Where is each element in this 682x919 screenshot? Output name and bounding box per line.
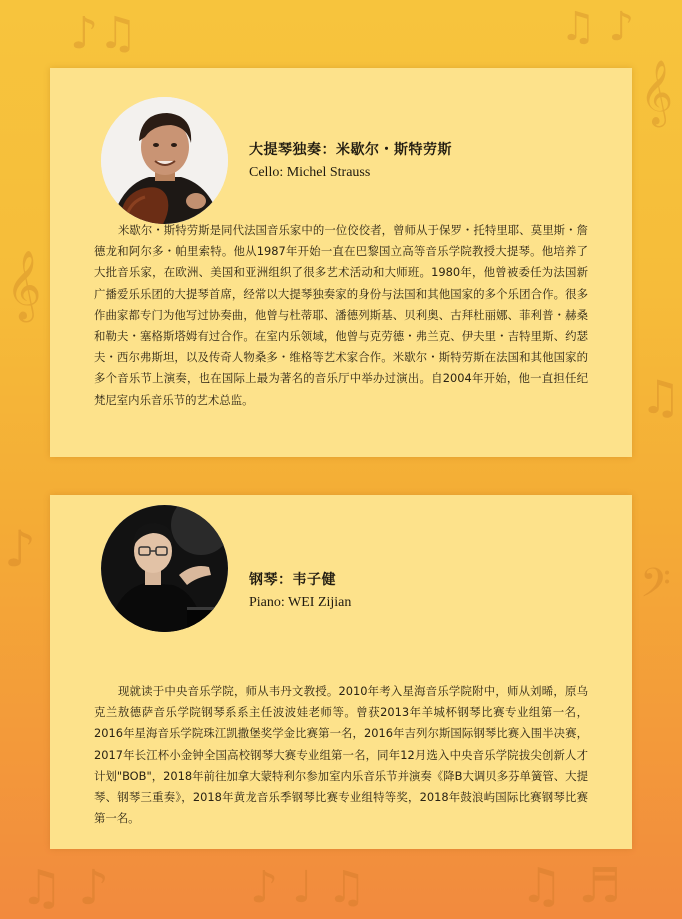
avatar [101, 505, 228, 632]
cellist-portrait-image [101, 97, 228, 224]
bass-clef-decoration: 𝄢 [640, 560, 671, 616]
pianist-portrait-image [101, 505, 228, 632]
music-note-decoration: ♫ ♬ [520, 858, 622, 914]
performer-card-cello [50, 68, 632, 457]
music-note-decoration: ♫ ♪ [560, 4, 635, 50]
performer-name-en: Cello: Michel Strauss [249, 165, 371, 180]
music-note-decoration: ♪♫ [70, 8, 138, 59]
music-note-decoration: ♪ [4, 520, 36, 578]
performer-name-block [249, 569, 351, 611]
performer-name-zh: 大提琴独奏：米歇尔・斯特劳斯 [249, 142, 452, 158]
performer-bio: 现就读于中央音乐学院，师从韦丹文教授。2010年考入星海音乐学院附中，师从刘晞，原乌克兰敖德萨音乐学院钢琴系系主任波波娃老师等。曾获2013年羊城杯钢琴比赛专业组第一名，2016年星海音乐学院珠江凯撒堡奖学金比赛第一名，2016年吉列尔斯国际钢琴比赛入围半决赛，2017年长江杯小金钟全国高校钢琴大赛专业组第一名，同年12月选入中央音乐学院拔尖创新人才计划"BOB"，2018年前往加拿大蒙特利尔参加室内乐音乐节并演奏《降B大调贝多芬单簧管、大提琴、钢琴三重奏》，2018年黄龙音乐季钢琴比赛专业组特等奖，2018年鼓浪屿国际比赛钢琴比赛第一名。 [94, 684, 588, 826]
performer-card-piano [50, 495, 632, 849]
treble-clef-decoration: 𝄞 [640, 60, 674, 125]
treble-clef-decoration: 𝄞 [6, 250, 42, 320]
performer-bio: 米歇尔・斯特劳斯是同代法国音乐家中的一位佼佼者，曾师从于保罗・托特里耶、莫里斯・詹德龙和阿尔多・帕里索特。他从1987年开始一直在巴黎国立高等音乐学院教授大提琴。他培养了大批音乐家，在欧洲、美国和亚洲组织了很多艺术活动和大师班。1980年，他曾被委任为法国新广播爱乐乐团的大提琴首席，经常以大提琴独奏家的身份与法国和其他国家的多个乐团合作。很多作曲家都专门为他写过协奏曲，他曾与杜蒂耶、潘德列斯基、贝利奥、古拜杜丽娜、菲利普・赫桑和勒夫・塞格斯塔姆有过合作。在室内乐领域，他曾与克劳德・弗兰克、伊夫里・吉特里斯、约瑟夫・西尔弗斯坦，以及传奇人物桑多・维格等艺术家合作。米歇尔・斯特劳斯在法国和其他国家的多个音乐节上演奏，也在国际上最为著名的音乐厅中举办过演出。自2004年开始，他一直担任纪梵尼室内乐音乐节的艺术总监。 [94, 223, 588, 407]
performer-name-zh: 钢琴：韦子健 [249, 572, 336, 588]
performer-name-en: Piano: WEI Zijian [249, 595, 352, 610]
music-note-decoration: ♫ ♪ [20, 860, 109, 916]
avatar [101, 97, 228, 224]
music-note-decoration: ♪ ♩ ♫ [250, 862, 367, 913]
music-note-decoration: ♫ [640, 370, 682, 424]
performer-name-block [249, 139, 452, 181]
